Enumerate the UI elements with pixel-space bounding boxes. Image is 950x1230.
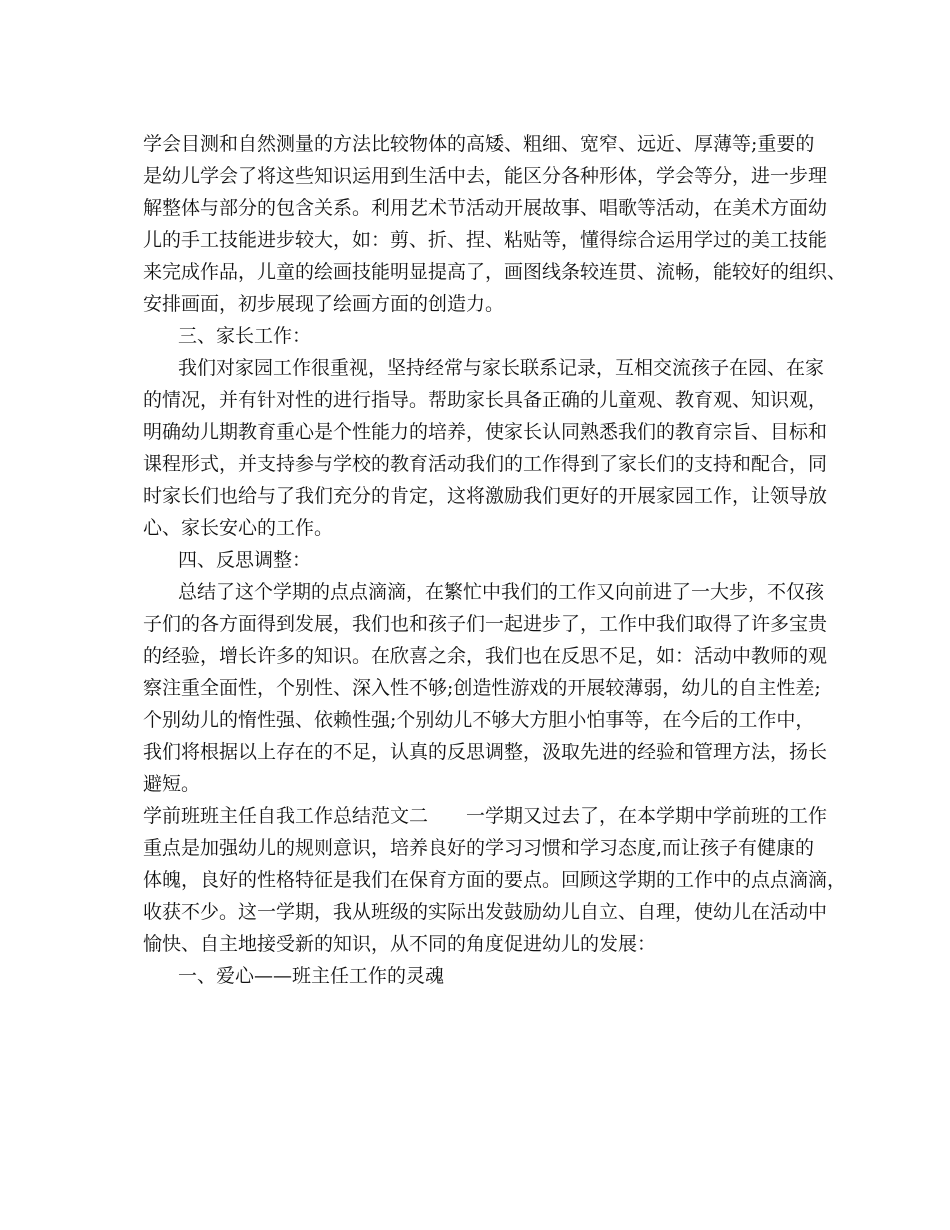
text-line: 收获不少。这一学期，我从班级的实际出发鼓励幼儿自立、自理，使幼儿在活动中: [143, 901, 828, 923]
text-line: 解整体与部分的包含关系。利用艺术节活动开展故事、唱歌等活动，在美术方面幼: [143, 197, 828, 219]
text-line: 我们对家园工作很重视，坚持经常与家长联系记录，互相交流孩子在园、在家: [178, 357, 825, 379]
section-heading: 一、爱心——班主任工作的灵魂: [178, 965, 445, 987]
text-line: 我们将根据以上存在的不足，认真的反思调整，汲取先进的经验和管理方法，扬长: [143, 741, 828, 763]
text-line: 一学期又过去了，在本学期中学前班的工作: [466, 805, 828, 827]
text-line: 的情况，并有针对性的进行指导。帮助家长具备正确的儿童观、教育观、知识观，: [143, 389, 828, 411]
text-line: 总结了这个学期的点点滴滴，在繁忙中我们的工作又向前进了一大步，不仅孩: [178, 581, 825, 603]
text-line: 安排画面，初步展现了绘画方面的创造力。: [143, 293, 505, 315]
text-line: 时家长们也给与了我们充分的肯定，这将激励我们更好的开展家园工作，让领导放: [143, 485, 828, 507]
text-line: 儿的手工技能进步较大，如：剪、折、捏、粘贴等，懂得综合运用学过的美工技能: [143, 229, 828, 251]
text-line: 避短。: [143, 773, 201, 795]
text-line: 察注重全面性，个别性、深入性不够;创造性游戏的开展较薄弱，幼儿的自主性差;: [143, 677, 821, 699]
text-line: 个别幼儿的惰性强、依赖性强;个别幼儿不够大方胆小怕事等，在今后的工作中，: [143, 709, 815, 731]
text-line: 愉快、自主地接受新的知识，从不同的角度促进幼儿的发展：: [143, 933, 657, 955]
section-heading: 四、反思调整：: [178, 549, 312, 571]
text-line: 子们的各方面得到发展，我们也和孩子们一起进步了，工作中我们取得了许多宝贵: [143, 613, 828, 635]
section-heading: 三、家长工作：: [178, 325, 312, 347]
text-line: [143, 800, 827, 832]
text-line: 学会目测和自然测量的方法比较物体的高矮、粗细、宽窄、远近、厚薄等;重要的: [143, 133, 815, 155]
text-line: 是幼儿学会了将这些知识运用到生活中去，能区分各种形体，学会等分，进一步理: [143, 165, 828, 187]
text-line: 重点是加强幼儿的规则意识，培养良好的学习习惯和学习态度,而让孩子有健康的: [143, 837, 815, 859]
text-line: 的经验，增长许多的知识。在欣喜之余，我们也在反思不足，如：活动中教师的观: [143, 645, 828, 667]
text-line: 来完成作品，儿童的绘画技能明显提高了，画图线条较连贯、流畅，能较好的组织、: [143, 261, 847, 283]
text-line: 课程形式，并支持参与学校的教育活动我们的工作得到了家长们的支持和配合，同: [143, 453, 828, 475]
document-title: 学前班班主任自我工作总结范文二: [143, 805, 429, 827]
text-line: 心、家长安心的工作。: [143, 517, 334, 539]
text-line: 体魄，良好的性格特征是我们在保育方面的要点。回顾这学期的工作中的点点滴滴，: [143, 869, 847, 891]
text-line: 明确幼儿期教育重心是个性能力的培养，使家长认同熟悉我们的教育宗旨、目标和: [143, 421, 828, 443]
